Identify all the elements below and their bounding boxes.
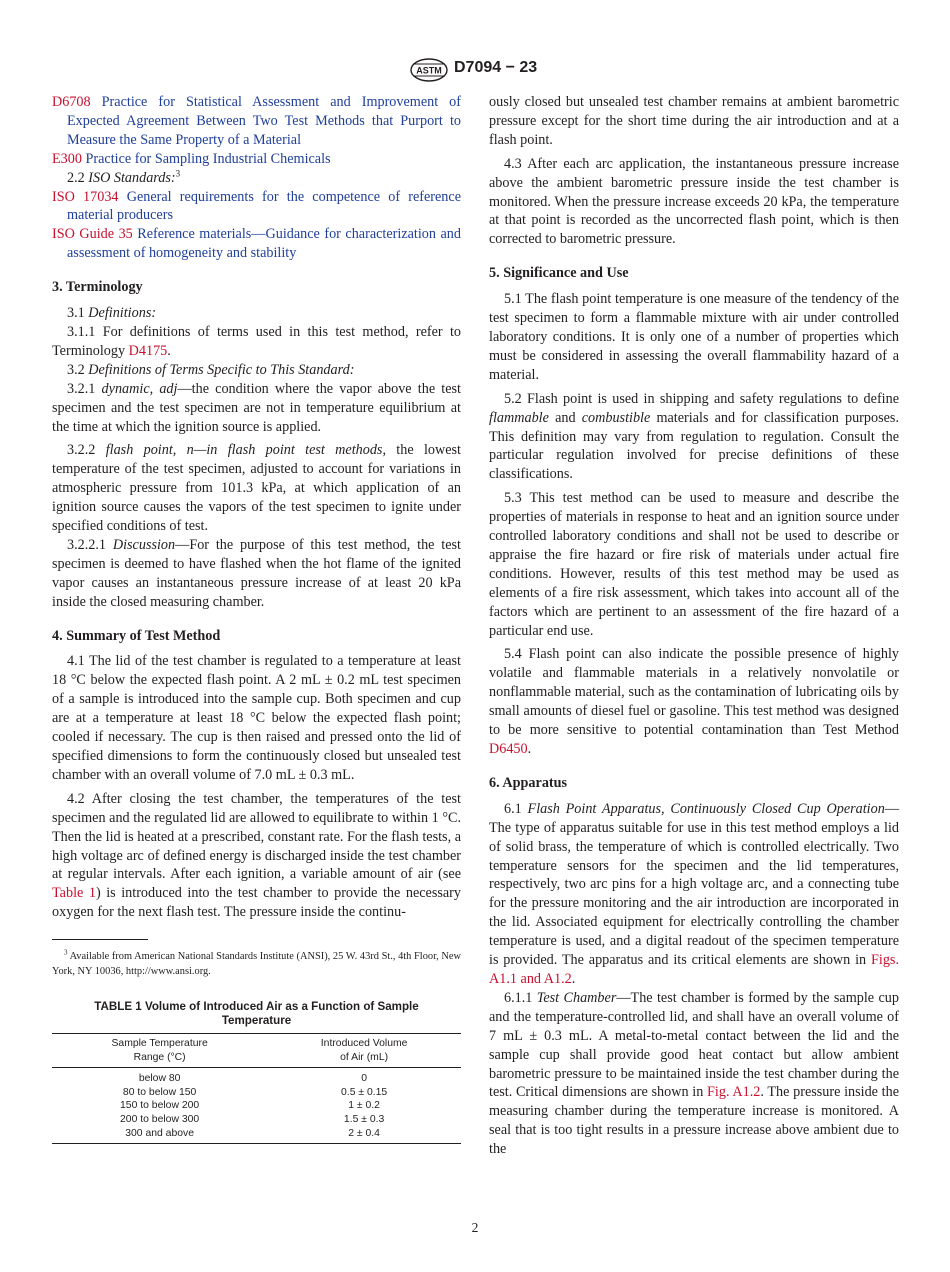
footnote-3: $^3$ Available from American National Standards Institute (ANSI), 25 W. 43rd St., 4th Floor, New York, NY 10036, http://www.ansi.org. <box>52 948 461 978</box>
table-header-volume: Introduced Volume of Air (mL) <box>267 1034 461 1068</box>
para-3-1: 3.1 Definitions: <box>67 305 157 322</box>
right-column <box>489 93 899 1159</box>
link-d6450[interactable]: D6450 <box>489 741 528 757</box>
link-figs-a1-1-a1-2[interactable]: Figs. A1.1 and A1.2 <box>489 952 899 987</box>
reference-d6708 <box>52 93 461 150</box>
ref-code[interactable]: D6708 <box>52 94 91 110</box>
para-4-2: 4.2 After closing the test chamber, the temperatures of the test specimen and the regulated lid are allowed to equilibrate to within 1 °C. Then the lid is heated at a prescribed, constant rate. For the flash tests, a high voltage arc of defined energy is discharged inside the test chamber at regular intervals. After each ignition, a variable amount of air (see Table 1) is introduced into the test chamber to provide the necessary oxygen for the next flash test. The pressure inside the continu- <box>52 790 462 921</box>
section-4-heading: 4. Summary of Test Method <box>52 627 221 644</box>
para-6-1: 6.1 Flash Point Apparatus, Continuously Closed Cup Operation—The type of apparatus suitable for use in this test method employs a lid of solid brass, the temperature of which is controlled electrically. Two temperature sensors for the specimen and the lid temperatures, respectively, two arc pins for a high voltage arc, and a connecting tube for the pressure monitoring and the air introduction are incorporated in the lid. Associated equipment for electrically controlling the chamber temperature is used, and a digital readout of the specimen temperature is provided. The apparatus and its critical elements are shown in Figs. A1.1 and A1.2. <box>489 800 899 987</box>
link-fig-a1-2[interactable]: Fig. A1.2 <box>707 1084 761 1101</box>
footnote-divider <box>52 939 148 940</box>
para-5-4: 5.4 Flash point can also indicate the possible presence of highly volatile and flammable materials in a relatively nonvolatile or nonflammable material, such as the contamination of lubricating oils by small amounts of diesel fuel or gasoline. This test method was designed to be more sensitive to potential contamination than Test Method D6450. <box>489 646 899 757</box>
iso-standards-heading: 2.2 ISO Standards:$^3$ <box>67 167 181 186</box>
table-row: 300 and above 2 ± 0.4 <box>52 1127 461 1144</box>
page-number: 2 <box>471 1220 479 1235</box>
reference-iso-guide-35 <box>52 225 461 263</box>
table-row: 150 to below 200 1 ± 0.2 <box>120 1100 380 1112</box>
left-column <box>52 93 461 1144</box>
table-header-temperature: Sample Temperature Range (°C) <box>52 1034 267 1068</box>
para-4-1: 4.1 The lid of the test chamber is regulated to a temperature at least 18 °C below the expected flash point. A 2 mL ± 0.2 mL test specimen of a sample is introduced into the sample cup. Both specimen and cup are at a temperature at least 18 °C below the expected flash point; cooled if necessary. The cup is then raised and pressed onto the lid of specified dimensions to form the continuously closed but unsealed test chamber with an overall volume of 7.0 mL ± 0.3 mL. <box>52 653 461 783</box>
ref-code[interactable]: ISO Guide 35 <box>52 226 133 243</box>
ref-title[interactable]: Practice for Statistical Assessment and Improvement of Expected Agreement Between Two Test Methods that Purport to Measure the Same Property of a Material <box>67 94 462 148</box>
para-5-3: 5.3 This test method can be used to measure and describe the properties of materials in response to heat and an ignition source under controlled laboratory conditions and shall not be used to describe or appraise the fire hazard or fire risk of materials under actual fire conditions. However, results of this test method may be used as elements of a fire risk assessment, which takes into account all of the factors which are pertinent to an assessment of the fire hazard of a particular end use. <box>489 490 899 639</box>
para-6-1-1: 6.1.1 Test Chamber—The test chamber is formed by the sample cup and the temperature-controlled lid, and shall have an overall volume of 7 mL ± 0.3 mL. A metal-to-metal contact between the lid and the sample cup shall provide good heat contact but allow ambient barometric pressure to be maintained inside the test chamber during the test. Critical dimensions are shown in Fig. A1.2. The pressure inside the measuring chamber during the temperature increase is monitored. A seal that is too tight results in a pressure increase above ambient due to the <box>489 989 900 1158</box>
astm-logo-icon <box>409 58 449 82</box>
reference-e300 <box>52 150 461 169</box>
footnote-mark: 3 <box>175 167 181 178</box>
ref-code[interactable]: E300 <box>52 150 82 167</box>
para-5-1: 5.1 The flash point temperature is one measure of the tendency of the test specimen to form a flammable mixture with air under controlled laboratory conditions. It is only one of a number of properties which must be considered in assessing the overall flammability hazard of a material. <box>489 291 899 383</box>
ref-title[interactable]: General requirements for the competence of reference material producers <box>67 188 461 224</box>
table-row: 80 to below 150 0.5 ± 0.15 <box>122 1086 388 1098</box>
ref-title[interactable]: Reference materials—Guidance for characterization and assessment of homogeneity and stability <box>67 226 461 262</box>
para-3-2-1: 3.2.1 dynamic, adj—the condition where the vapor above the test specimen and the test specimen are not in temperature equilibrium at the time at which the ignition source is applied. <box>52 380 461 435</box>
reference-iso-17034 <box>52 188 461 226</box>
para-5-2: 5.2 Flash point is used in shipping and safety regulations to define flammable and combustible materials and for classification purposes. This definition may vary from regulation to regulation. Consult the particular regulation involved for precise definitions of these classifications. <box>489 390 899 483</box>
table-1 <box>52 1033 461 1144</box>
table-row: below 80 0 <box>138 1073 367 1085</box>
ref-title[interactable]: Practice for Sampling Industrial Chemicals <box>85 150 331 167</box>
para-3-2-2-1: 3.2.2.1 Discussion—For the purpose of this test method, the test specimen is deemed to have flashed when the hot flame of the ignited vapor causes an instantaneous pressure increase of at least 20 kPa inside the closed measuring chamber. <box>52 536 461 610</box>
para-3-1-1: 3.1.1 For definitions of terms used in this test method, refer to Terminology D4175. <box>52 323 461 359</box>
link-d4175[interactable]: D4175 <box>128 342 168 359</box>
svg-text:ASTM: ASTM <box>416 65 442 76</box>
link-table-1[interactable]: Table 1 <box>52 885 96 902</box>
ref-code[interactable]: ISO 17034 <box>52 188 119 205</box>
section-3-heading: 3. Terminology <box>52 279 143 296</box>
section-5-heading: 5. Significance and Use <box>489 265 629 282</box>
table-row: 200 to below 300 1.5 ± 0.3 <box>120 1113 385 1125</box>
para-4-2-continued: ously closed but unsealed test chamber remains at ambient barometric pressure except for the short time during the air introduction and at a flash point. <box>489 94 899 148</box>
table-1-caption: TABLE 1 Volume of Introduced Air as a Function of Sample Temperature <box>94 1000 419 1028</box>
para-3-2: 3.2 Definitions of Terms Specific to This Standard: <box>67 361 355 378</box>
document-id: D7094 − 23 <box>454 59 538 76</box>
section-6-heading: 6. Apparatus <box>489 774 568 791</box>
para-3-2-2: 3.2.2 flash point, n—in flash point test methods, the lowest temperature of the test specimen, adjusted to account for variations in atmospheric pressure from 101.3 kPa, at which application of an ignition source causes the vapors of the test specimen to ignite under specified conditions of test. <box>52 442 462 535</box>
para-4-3: 4.3 After each arc application, the instantaneous pressure increase above the ambient barometric pressure inside the test chamber is monitored. When the pressure increase exceeds 20 kPa, the temperature at that point is recorded as the uncorrected flash point, which is then corrected to barometric pressure. <box>489 155 899 248</box>
page-header <box>0 56 950 84</box>
